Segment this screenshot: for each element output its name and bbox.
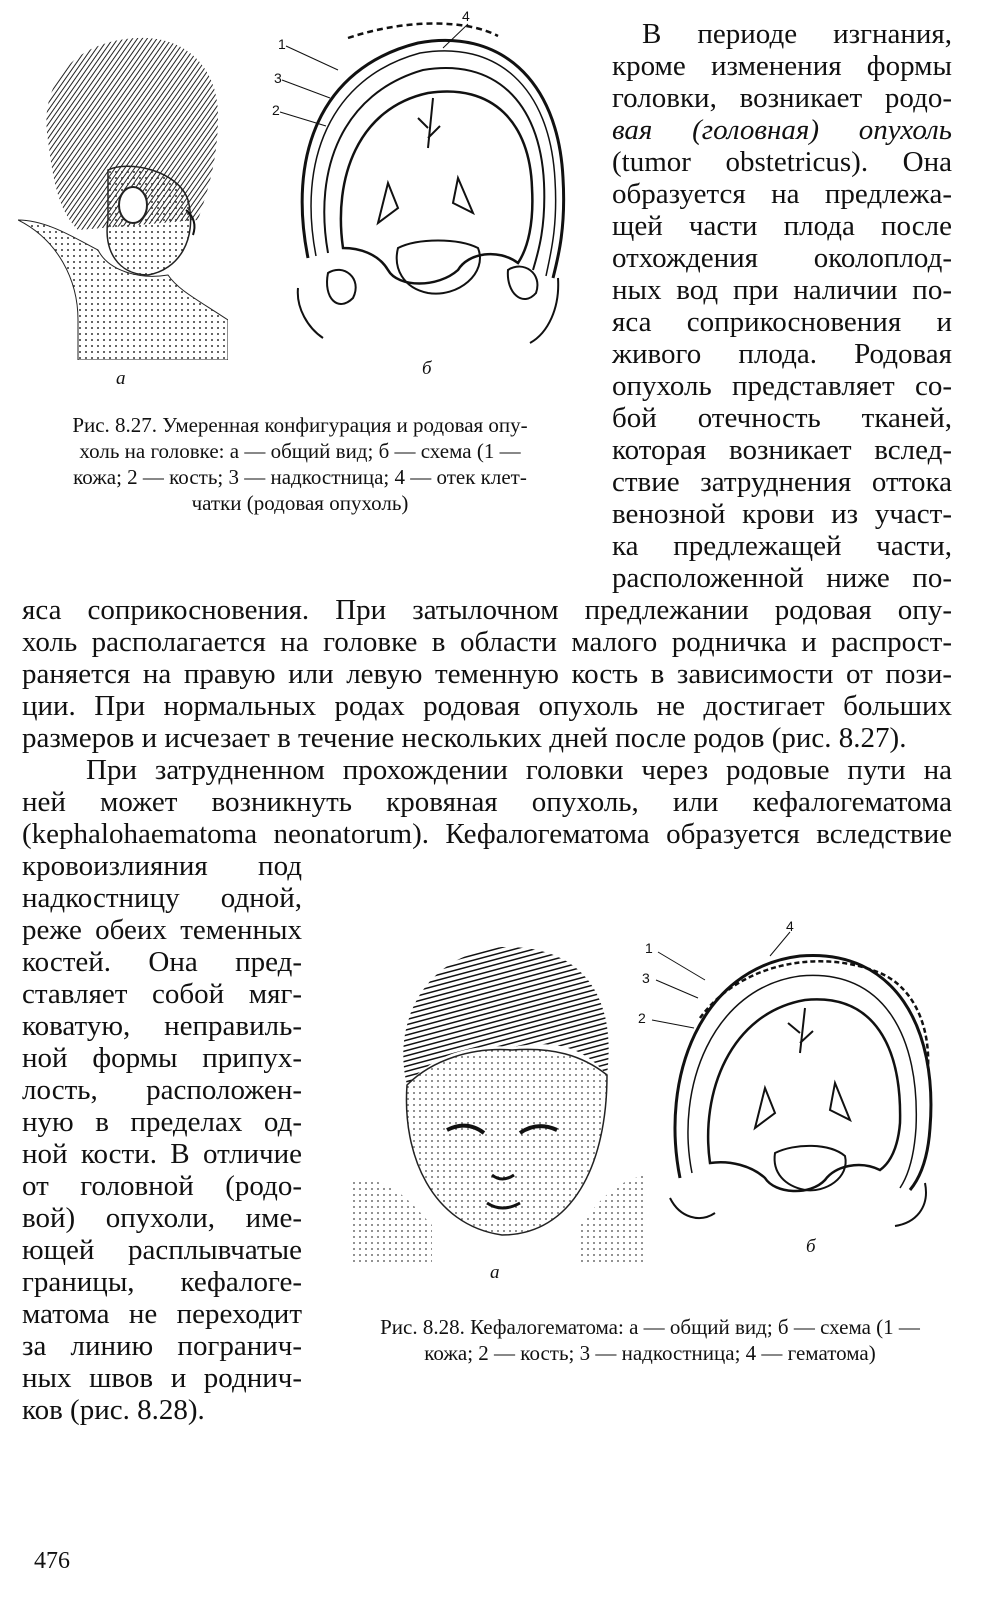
figure-8-28-label-a: а: [490, 1262, 500, 1283]
caption-line: Рис. 8.28. Кефалогематома: а — общий вид; б — схема (1 —: [380, 1315, 920, 1339]
text-line: холь располагается на головке в области малого родничка и распрост-: [22, 626, 952, 658]
text-line: расположенной ниже по-: [612, 562, 952, 594]
text-line: головки, возникает родо-: [612, 82, 952, 114]
text-line: образуется на предлежа-: [612, 178, 952, 210]
figure-8-28-marker-1: 1: [645, 940, 653, 956]
text-line: При затрудненном прохождении головки через родовые пути на: [86, 754, 952, 786]
text-line: ней может возникнуть кровяная опухоль, или кефалогематома: [22, 786, 952, 818]
figure-8-27-photo: [18, 20, 228, 360]
figure-8-27-marker-2: 2: [272, 102, 280, 118]
figure-8-27-label-b: б: [422, 358, 432, 379]
text-line: ных швов и роднич-: [22, 1362, 302, 1394]
text-line: от головной (родо-: [22, 1170, 302, 1202]
text-line: яса соприкосновения и: [612, 306, 952, 338]
figure-8-28-marker-2: 2: [638, 1010, 646, 1026]
text-line: ных вод при наличии по-: [612, 274, 952, 306]
text-line: ющей расплывчатые: [22, 1234, 302, 1266]
text-line: ка предлежащей части,: [612, 530, 952, 562]
caption-line: кожа; 2 — кость; 3 — надкостница; 4 — отек клет-: [73, 465, 527, 489]
text-line: матома не переходит: [22, 1298, 302, 1330]
text-line: ную в пределах од-: [22, 1106, 302, 1138]
text-line: опухоль представляет со-: [612, 370, 952, 402]
text-line: живого плода. Родовая: [612, 338, 952, 370]
text-line: костей. Она пред-: [22, 946, 302, 978]
figure-8-27-label-a: а: [116, 368, 126, 389]
text-line: кроме изменения формы: [612, 50, 952, 82]
infant-face-illustration: [352, 935, 647, 1265]
text-line: вой) опухоли, име-: [22, 1202, 302, 1234]
text-line: раняется на правую или левую теменную кость в зависимости от пози-: [22, 658, 952, 690]
text-line: ков (рис. 8.28).: [22, 1394, 205, 1426]
text-line: щей части плода после: [612, 210, 952, 242]
figure-8-27-marker-1: 1: [278, 36, 286, 52]
text-line: за линию погранич-: [22, 1330, 302, 1362]
figure-8-28-marker-4: 4: [786, 918, 794, 934]
text-line: вая (головная) опухоль: [612, 114, 952, 146]
text-line: кровоизлияния под: [22, 850, 302, 882]
text-line: границы, кефалоге-: [22, 1266, 302, 1298]
figure-8-28-marker-3: 3: [642, 970, 650, 986]
text-line: (tumor obstetricus). Она: [612, 146, 952, 178]
text-line: бой отечность тканей,: [612, 402, 952, 434]
text-line: отхождения околоплод-: [612, 242, 952, 274]
figure-8-28-label-b: б: [806, 1236, 816, 1257]
text-line: надкостницу одной,: [22, 882, 302, 914]
right-column-paragraph: [612, 18, 952, 594]
figure-8-28-caption: [340, 1314, 960, 1366]
caption-line: чатки (родовая опухоль): [191, 491, 409, 515]
text-line: яса соприкосновения. При затылочном предлежании родовая опу-: [22, 594, 952, 626]
full-width-paragraph-1: [22, 594, 952, 754]
caption-line: Рис. 8.27. Умеренная конфигурация и родовая опу-: [72, 413, 528, 437]
page-number: 476: [34, 1548, 70, 1574]
text-line: которая возникает вслед-: [612, 434, 952, 466]
figure-8-27-marker-3: 3: [274, 70, 282, 86]
figure-8-28-photo: [352, 935, 647, 1265]
text-line: ции. При нормальных родах родовая опухоль не достигает больших: [22, 690, 952, 722]
head-cross-section-diagram: [268, 8, 593, 358]
figure-8-27-caption: [20, 412, 580, 516]
cephalohematoma-cross-section-diagram: [640, 928, 945, 1228]
text-line: В периоде изгнания,: [642, 18, 952, 50]
text-line: ставляет собой мяг-: [22, 978, 302, 1010]
text-line: размеров и исчезает в течение нескольких дней после родов (рис. 8.27).: [22, 722, 907, 754]
left-column-paragraph: [22, 850, 302, 1426]
text-line: ствие затруднения оттока: [612, 466, 952, 498]
text-line: (kephalohaematoma neonatorum). Кефалогематома образуется вследствие: [22, 818, 952, 850]
figure-8-27-marker-4: 4: [462, 8, 470, 24]
text-line: коватую, неправиль-: [22, 1010, 302, 1042]
full-width-paragraph-2: [22, 754, 952, 850]
text-line: лость, расположен-: [22, 1074, 302, 1106]
text-line: ной формы припух-: [22, 1042, 302, 1074]
figure-8-28-diagram: [640, 928, 945, 1228]
text-line: ной кости. В отличие: [22, 1138, 302, 1170]
caption-line: холь на головке: а — общий вид; б — схема (1 —: [79, 439, 521, 463]
caption-line: кожа; 2 — кость; 3 — надкостница; 4 — гематома): [424, 1341, 876, 1365]
text-line: венозной крови из участ-: [612, 498, 952, 530]
text-line: реже обеих теменных: [22, 914, 302, 946]
infant-profile-illustration: [18, 20, 228, 360]
figure-8-27-diagram: [268, 8, 593, 358]
